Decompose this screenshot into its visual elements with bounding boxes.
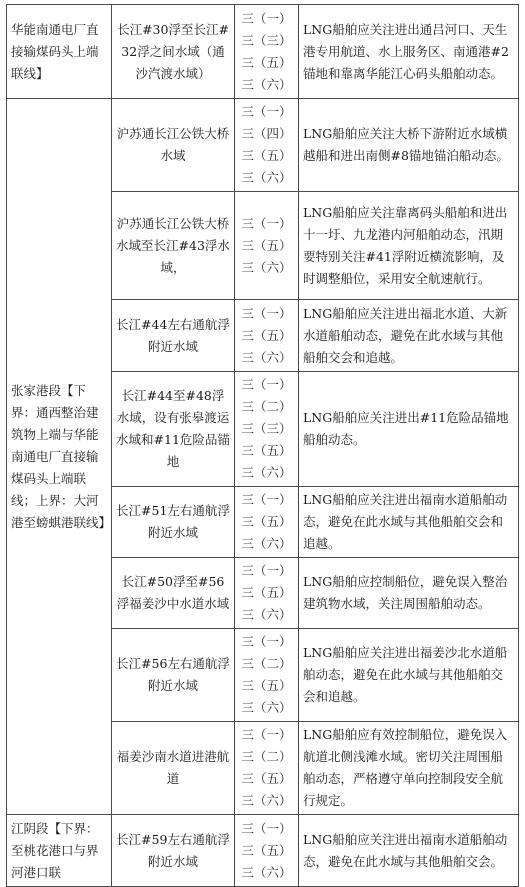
condition-ref: 三（五） bbox=[241, 514, 292, 529]
condition-ref: 三（五） bbox=[241, 443, 292, 458]
condition-ref: 三（一） bbox=[241, 492, 292, 507]
condition-ref: 三（三） bbox=[241, 32, 292, 48]
condition-ref: 三（五） bbox=[241, 771, 292, 786]
condition-ref: 三（六） bbox=[241, 349, 292, 365]
condition-refs-cell bbox=[235, 372, 299, 487]
condition-ref: 三（一） bbox=[241, 215, 292, 231]
requirement-cell: LNG船舶应关注靠离码头船舶和进出十一圩、九龙港内河船舶动态，汛期要特别关注#41浮附近横流影响，及时调整船位，采用安全航速航行。 bbox=[299, 192, 519, 300]
condition-refs-cell bbox=[235, 5, 299, 99]
condition-ref: 三（五） bbox=[241, 148, 292, 163]
condition-ref: 三（六） bbox=[241, 465, 292, 480]
waters-area-cell: 长江#56左右通航浮附近水域 bbox=[112, 629, 235, 722]
condition-ref: 三（五） bbox=[241, 54, 292, 70]
waters-area-cell: 长江#59左右通航浮附近水域 bbox=[112, 815, 235, 887]
condition-ref: 三（一） bbox=[241, 820, 292, 836]
waters-area-cell: 沪苏通长江公铁大桥水域至长江#43浮水域， bbox=[112, 192, 235, 300]
condition-refs-cell bbox=[235, 300, 299, 372]
condition-ref: 三（六） bbox=[241, 259, 292, 275]
condition-ref: 三（三） bbox=[241, 421, 292, 436]
requirement-cell: LNG船舶应关注进出福姜沙北水道船舶动态，避免在此水域与其他船舶交会和追越。 bbox=[299, 629, 519, 722]
condition-ref: 三（六） bbox=[241, 793, 292, 808]
requirement-cell: LNG船舶应关注进出福南水道船舶动态，避免在此水域与其他船舶交会和追越。 bbox=[299, 487, 519, 558]
condition-ref: 三（一） bbox=[241, 727, 292, 742]
condition-ref: 三（一） bbox=[241, 377, 292, 392]
condition-ref: 三（四） bbox=[241, 126, 292, 141]
condition-ref: 三（一） bbox=[241, 305, 292, 321]
requirement-cell: LNG船舶应关注进出#11危险品锚地船舶动态。 bbox=[299, 372, 519, 487]
condition-refs-cell bbox=[235, 558, 299, 629]
navigation-rules-table bbox=[6, 4, 519, 887]
condition-ref: 三（五） bbox=[241, 585, 292, 600]
requirement-cell: LNG船舶应有效控制船位，避免误入航道北侧浅滩水域。密切关注周围船舶动态，严格遵守单向控制段安全航行规定。 bbox=[299, 722, 519, 815]
condition-ref: 三（一） bbox=[241, 634, 292, 649]
condition-ref: 三（二） bbox=[241, 749, 292, 764]
condition-ref: 三（五） bbox=[241, 237, 292, 253]
condition-ref: 三（六） bbox=[241, 536, 292, 551]
waters-area-cell: 福姜沙南水道进港航道 bbox=[112, 722, 235, 815]
condition-refs-cell bbox=[235, 722, 299, 815]
condition-refs-cell bbox=[235, 629, 299, 722]
waters-area-cell: 长江#44左右通航浮附近水域 bbox=[112, 300, 235, 372]
requirement-cell: LNG船舶应关注进出福南水道船舶动态，避免在此水域与其他船舶交会。 bbox=[299, 815, 519, 887]
condition-ref: 三（二） bbox=[241, 399, 292, 414]
condition-ref: 三（五） bbox=[241, 327, 292, 343]
section-cell: 张家港段【下界：通西整治建筑物上端与华能南通电厂直接输煤码头上端联线；上界：大河港至螃蜞港联线】 bbox=[7, 99, 112, 815]
requirement-cell: LNG船舶应关注进出福北水道、大新水道船舶动态，避免在此水域与其他船舶交会和追越。 bbox=[299, 300, 519, 372]
waters-area-cell: 长江#30浮至长江#32浮之间水域（通沙汽渡水域） bbox=[112, 5, 235, 99]
waters-area-cell: 长江#44至#48浮水域，设有张皋渡运水域和#11危险品锚地 bbox=[112, 372, 235, 487]
condition-refs-cell bbox=[235, 192, 299, 300]
condition-ref: 三（一） bbox=[241, 10, 292, 26]
condition-ref: 三（六） bbox=[241, 76, 292, 92]
waters-area-cell: 长江#51左右通航浮附近水域 bbox=[112, 487, 235, 558]
requirement-cell: LNG船舶应关注大桥下游附近水域横越船和进出南侧#8锚地锚泊船动态。 bbox=[299, 99, 519, 192]
table-row bbox=[7, 5, 519, 99]
condition-ref: 三（六） bbox=[241, 607, 292, 622]
table-row bbox=[7, 99, 519, 192]
condition-ref: 三（一） bbox=[241, 104, 292, 119]
condition-refs-cell bbox=[235, 815, 299, 887]
condition-ref: 三（五） bbox=[241, 678, 292, 693]
table-row bbox=[7, 815, 519, 887]
condition-ref: 三（六） bbox=[241, 170, 292, 185]
requirement-cell: LNG船舶应关注进出通吕河口、天生港专用航道、水上服务区、南通港#2锚地和靠离华能江心码头船舶动态。 bbox=[299, 5, 519, 99]
waters-area-cell: 沪苏通长江公铁大桥水域 bbox=[112, 99, 235, 192]
section-cell: 华能南通电厂直接输煤码头上端联线】 bbox=[7, 5, 112, 99]
requirement-cell: LNG船舶应控制船位，避免误入整治建筑物水域，关注周围船舶动态。 bbox=[299, 558, 519, 629]
section-cell: 江阴段【下界：至桃花港口与界河港口联 bbox=[7, 815, 112, 887]
condition-refs-cell bbox=[235, 487, 299, 558]
condition-ref: 三（一） bbox=[241, 563, 292, 578]
condition-ref: 三（六） bbox=[241, 700, 292, 715]
condition-ref: 三（六） bbox=[241, 864, 292, 880]
condition-ref: 三（二） bbox=[241, 656, 292, 671]
condition-ref: 三（五） bbox=[241, 842, 292, 858]
condition-refs-cell bbox=[235, 99, 299, 192]
waters-area-cell: 长江#50浮至#56浮福姜沙中水道水域 bbox=[112, 558, 235, 629]
